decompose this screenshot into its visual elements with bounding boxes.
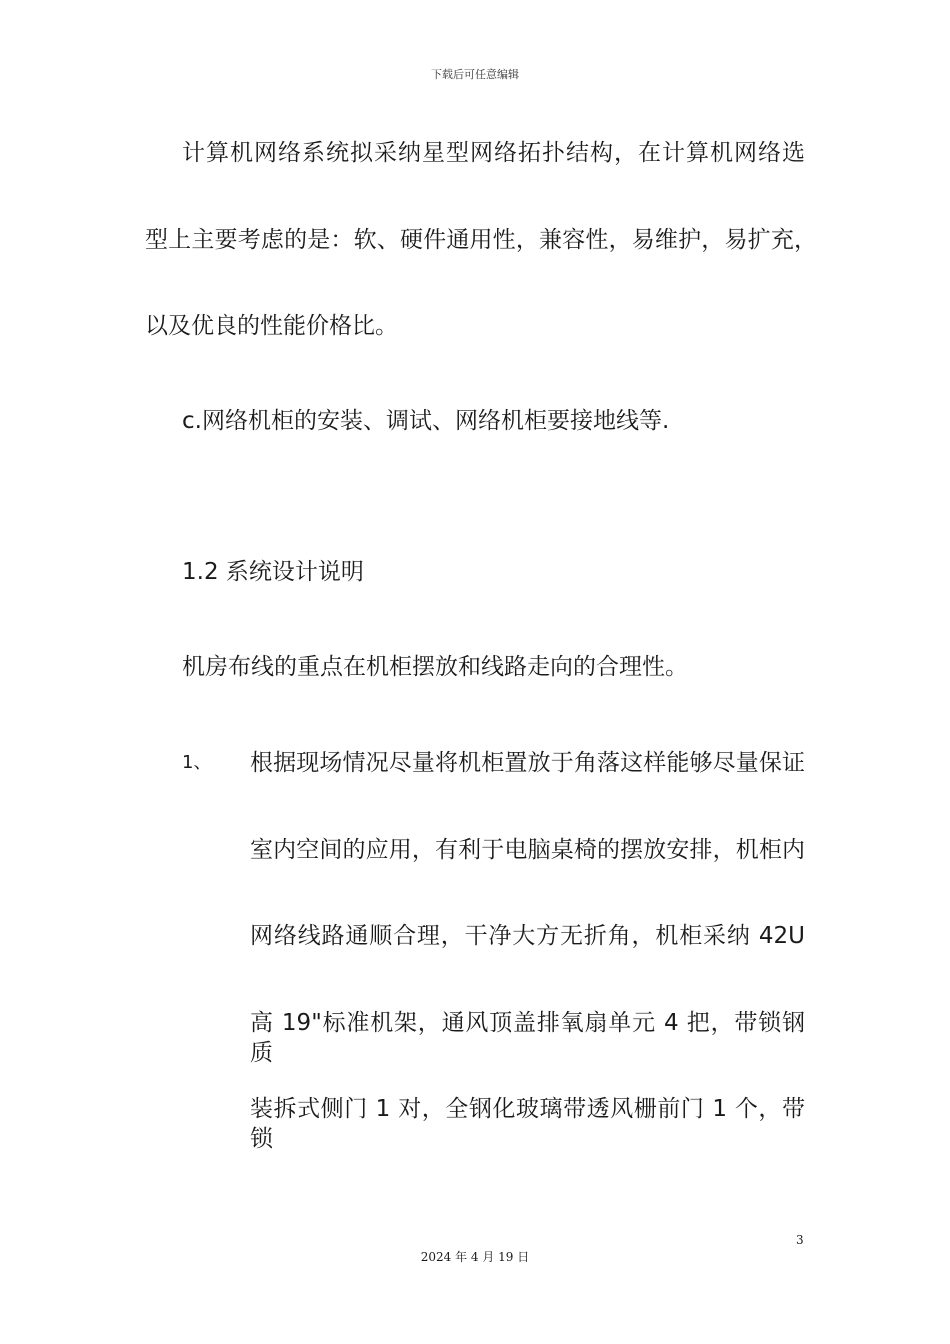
page-number: 3: [796, 1233, 804, 1247]
list-item-line-1: 根据现场情况尽量将机柜置放于角落这样能够尽量保证: [250, 750, 805, 776]
list-item-line-5: 装拆式侧门 1 对，全钢化玻璃带透风栅前门 1 个，带锁: [250, 1096, 805, 1152]
list-item-line-4: 高 19"标准机架，通风顶盖排氧扇单元 4 把，带锁钢质: [250, 1010, 805, 1066]
footer-date: 2024 年 4 月 19 日: [420, 1250, 530, 1264]
paragraph-3: 机房布线的重点在机柜摆放和线路走向的合理性。: [182, 654, 688, 680]
list-item-line-3: 网络线路通顺合理，干净大方无折角，机柜采纳 42U: [250, 923, 805, 949]
header-note: 下载后可任意编辑: [431, 68, 519, 81]
paragraph-1-line-1: 计算机网络系统拟采纳星型网络拓扑结构，在计算机网络选: [182, 140, 805, 166]
section-heading: 1.2 系统设计说明: [182, 559, 364, 585]
list-item-line-2: 室内空间的应用，有利于电脑桌椅的摆放安排，机柜内: [250, 837, 805, 863]
paragraph-1-line-3: 以及优良的性能价格比。: [145, 313, 398, 339]
paragraph-1-line-2: 型上主要考虑的是：软、硬件通用性，兼容性，易维护，易扩充，: [145, 227, 817, 253]
list-item-marker: 1、: [182, 752, 212, 773]
paragraph-2: c.网络机柜的安装、调试、网络机柜要接地线等.: [182, 408, 670, 434]
